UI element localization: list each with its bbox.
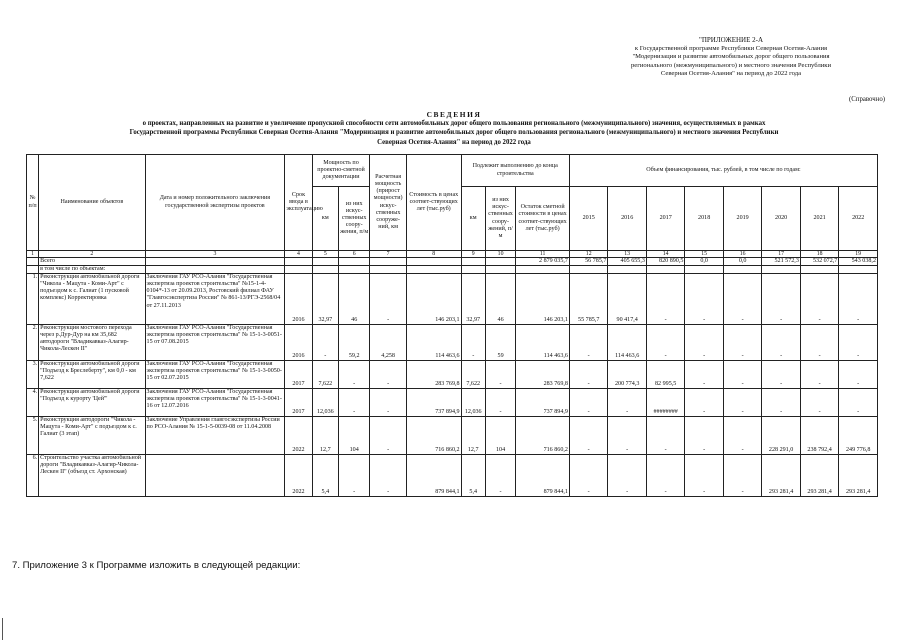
length-km: 5,4 [312, 455, 338, 497]
row-number: 3. [27, 361, 39, 389]
total-year-value: 0,0 [723, 258, 761, 266]
expertise-conclusion: Заключения ГАУ РСО-Алания "Государственная экспертиза проектов строительства" № 15-1-3-0050-15 от 02.07.2015 [145, 361, 285, 389]
column-number: 6 [338, 251, 369, 258]
expertise-conclusion: Заключение Управления главгосэкспертизы России по РСО-Алания № 15-1-5-0039-08 от 11.04.2008 [145, 417, 285, 455]
year-financing-value: 114 463,6 [608, 325, 646, 361]
header-year: 2019 [723, 187, 761, 251]
year-financing-value: - [569, 361, 607, 389]
year-financing-value: - [723, 325, 761, 361]
year-financing-value: - [569, 455, 607, 497]
object-name: Реконструкция автомобильной дороги "Чикола - Мацута - Коми-Арт" с подъездом к с. Галиат (1 пусковой комплекс) Корректировка [39, 274, 145, 325]
estimated-cost: 879 844,1 [406, 455, 461, 497]
remaining-km: 7,622 [461, 361, 485, 389]
header-remaining-cost: Остаток сметной стоимости в ценах соответ-ствующих лет (тыс.руб) [516, 187, 570, 251]
remaining-cost: 716 860,2 [516, 417, 570, 455]
appendix-title: "ПРИЛОЖЕНИЕ 2-А [698, 36, 764, 44]
year-financing-value: - [800, 389, 838, 417]
header-artificial-remaining: из них искус-ственных соору-жений, п/м [485, 187, 515, 251]
table-row [27, 389, 878, 417]
total-label: Всего [39, 258, 145, 266]
calculated-capacity: - [370, 417, 406, 455]
remaining-cost: 879 844,1 [516, 455, 570, 497]
commissioning-year: 2017 [285, 361, 312, 389]
header-name: Наименование объектов [39, 155, 145, 251]
column-number: 10 [485, 251, 515, 258]
estimated-cost: 146 203,1 [406, 274, 461, 325]
estimated-cost: 114 463,6 [406, 325, 461, 361]
column-number: 18 [800, 251, 838, 258]
calculated-capacity: - [370, 274, 406, 325]
heading-line: о проектах, направленных на развитие и увеличение пропускной способности сети автомобильных дорог общего пользования регионального (межмуниципального) значения, осуществляемых в рамках [142, 120, 766, 128]
artificial-structures: 104 [338, 417, 369, 455]
column-number: 9 [461, 251, 485, 258]
year-financing-value: - [723, 389, 761, 417]
calculated-capacity: - [370, 455, 406, 497]
remaining-km: - [461, 325, 485, 361]
remaining-artificial-structures: - [485, 455, 515, 497]
expertise-conclusion: Заключения ГАУ РСО-Алания "Государственная экспертиза проектов строительства" № 15-1-3-0051-15 от 07.08.2015 [145, 325, 285, 361]
artificial-structures: - [338, 361, 369, 389]
year-financing-value: - [723, 274, 761, 325]
year-financing-value: - [839, 389, 878, 417]
header-year: 2021 [800, 187, 838, 251]
year-financing-value: 82 995,5 [646, 361, 684, 389]
object-name: Реконструкция мостового перехода через р.Дур-Дур на км 35,682 автодороги "Владикавказ-Алагир-Чикола-Лескен II" [39, 325, 145, 361]
column-number: 14 [646, 251, 684, 258]
year-financing-value: 293 281,4 [839, 455, 878, 497]
calculated-capacity: - [370, 389, 406, 417]
year-financing-value: - [762, 361, 800, 389]
header-year: 2016 [608, 187, 646, 251]
column-number: 3 [145, 251, 285, 258]
header-year: 2015 [569, 187, 607, 251]
margin-line [2, 618, 3, 640]
artificial-structures: 59,2 [338, 325, 369, 361]
remaining-cost: 283 769,8 [516, 361, 570, 389]
length-km: 7,622 [312, 361, 338, 389]
remaining-artificial-structures: 59 [485, 325, 515, 361]
header-remaining: Подлежит выполнению до конца строительства [461, 155, 569, 187]
table-row [27, 455, 878, 497]
calculated-capacity: - [370, 361, 406, 389]
year-financing-value: - [762, 389, 800, 417]
table-row [27, 325, 878, 361]
header-expertise: Дата и номер положительного заключения государственной экспертизы проектов [145, 155, 285, 251]
year-financing-value: 55 785,7 [569, 274, 607, 325]
year-financing-value: - [723, 455, 761, 497]
row-number: 5. [27, 417, 39, 455]
year-financing-value: - [800, 325, 838, 361]
remaining-cost: 114 463,6 [516, 325, 570, 361]
length-km: 12,036 [312, 389, 338, 417]
footer-text: 7. Приложение 3 к Программе изложить в следующей редакции: [12, 560, 301, 571]
appendix-line: Северная Осетия-Алания" на период до 2022 года [660, 70, 802, 78]
header-year: 2017 [646, 187, 684, 251]
length-km: 12,7 [312, 417, 338, 455]
row-number: 4. [27, 389, 39, 417]
year-financing-value: - [646, 455, 684, 497]
total-year-value: 532 072,7 [800, 258, 838, 266]
total-row [27, 258, 878, 266]
estimated-cost: 716 860,2 [406, 417, 461, 455]
year-financing-value: 249 776,8 [839, 417, 878, 455]
total-year-value: 820 890,5 [646, 258, 684, 266]
year-financing-value: - [762, 325, 800, 361]
remaining-km: 32,97 [461, 274, 485, 325]
including-label: в том числе по объектам: [39, 266, 145, 274]
year-financing-value: - [685, 389, 723, 417]
expertise-conclusion: Заключения ГАУ РСО-Алания "Государственная экспертиза проектов строительства" №15-1-4-0104*-13 от 20.09.2013, Ростовский филиал ФАУ "Главгосэкспертиза России" № 861-13/РГЭ-2568/04 от 27.11.2013 [145, 274, 285, 325]
reference-note: (Справочно) [849, 96, 885, 103]
remaining-cost: 146 203,1 [516, 274, 570, 325]
commissioning-year: 2017 [285, 389, 312, 417]
year-financing-value: - [569, 389, 607, 417]
year-financing-value: 238 792,4 [800, 417, 838, 455]
projects-table [26, 154, 878, 497]
expertise-conclusion [145, 455, 285, 497]
remaining-km: 5,4 [461, 455, 485, 497]
including-row [27, 266, 878, 274]
header-year: 2018 [685, 187, 723, 251]
remaining-cost: 737 894,9 [516, 389, 570, 417]
year-financing-value: - [646, 325, 684, 361]
commissioning-year: 2016 [285, 274, 312, 325]
remaining-km: 12,036 [461, 389, 485, 417]
year-financing-value: - [685, 455, 723, 497]
length-km: 32,97 [312, 274, 338, 325]
column-number: 1 [27, 251, 39, 258]
heading-line: Северная Осетия-Алания" на период до 2022 года [377, 138, 531, 146]
object-name: Реконструкция автодороги "Чикола - Мацута - Коми-Арт" с подъездом к с. Галиат (3 этап) [39, 417, 145, 455]
header-num: № п/п [27, 155, 39, 251]
header-capacity-psd: Мощность по проектно-сметной документации [312, 155, 370, 187]
total-year-value: 405 655,3 [608, 258, 646, 266]
calculated-capacity: 4,258 [370, 325, 406, 361]
row-number: 6. [27, 455, 39, 497]
year-financing-value: - [762, 274, 800, 325]
header-calc-capacity: Расчетная мощность (прирост мощности) искус-ственных сооруже-ний, км [370, 155, 406, 251]
year-financing-value: - [685, 325, 723, 361]
year-financing-value: 200 774,3 [608, 361, 646, 389]
remaining-km: 12,7 [461, 417, 485, 455]
header-year: 2022 [839, 187, 878, 251]
expertise-conclusion: Заключения ГАУ РСО-Алания "Государственная экспертиза проектов строительства" № 15-1-3-0041-16 от 12.07.2016 [145, 389, 285, 417]
header-term: Срок ввода в эксплуатацию [285, 155, 312, 251]
column-number: 15 [685, 251, 723, 258]
heading-line: Государственной программы Республики Северная Осетия-Алания "Модернизация и развитие автомобильных дорог общего пользования регионального (межмуниципального) и местного значения Республики [129, 129, 779, 137]
total-year-value: 521 572,3 [762, 258, 800, 266]
header-artificial: из них искус-ственных соору-жения, п/м [338, 187, 369, 251]
year-financing-value: - [839, 361, 878, 389]
commissioning-year: 2022 [285, 455, 312, 497]
artificial-structures: - [338, 389, 369, 417]
column-number: 7 [370, 251, 406, 258]
object-name: Реконструкция автомобильной дороги "Подъезд к Бреслеберту", км 0,0 - км 7,622 [39, 361, 145, 389]
remaining-artificial-structures: 104 [485, 417, 515, 455]
document-title: СВЕДЕНИЯ [426, 110, 482, 119]
appendix-line: к Государственной программе Республики Северная Осетия-Алания [634, 44, 828, 52]
row-number: 2. [27, 325, 39, 361]
object-name: Реконструкция автомобильной дороги "Подъезд к курорту 'Цей'" [39, 389, 145, 417]
estimated-cost: 283 769,8 [406, 361, 461, 389]
commissioning-year: 2016 [285, 325, 312, 361]
column-number: 4 [285, 251, 312, 258]
header-financing: Объем финансирования, тыс. рублей, в том числе по годам: [569, 155, 877, 187]
year-financing-value: - [685, 274, 723, 325]
column-number-row [27, 251, 878, 258]
total-year-value: 543 038,2 [839, 258, 878, 266]
appendix-line: регионального (межмуниципального) и местного значения Республики [630, 61, 832, 69]
artificial-structures: - [338, 455, 369, 497]
remaining-artificial-structures: - [485, 389, 515, 417]
year-financing-value: 293 281,4 [762, 455, 800, 497]
year-financing-value: 293 281,4 [800, 455, 838, 497]
year-financing-value: - [685, 361, 723, 389]
year-financing-value: - [723, 361, 761, 389]
column-number: 16 [723, 251, 761, 258]
year-financing-value: - [839, 325, 878, 361]
object-name: Строительство участка автомобильной дороги "Владикавказ-Алагир-Чикола-Лескен II" (объезд ст. Архонская) [39, 455, 145, 497]
estimated-cost: 737 894,9 [406, 389, 461, 417]
appendix-header [581, 36, 881, 79]
appendix-line: "Модернизация и развитие автомобильных дорог общего пользования [632, 53, 830, 61]
year-financing-value: - [608, 455, 646, 497]
column-number: 5 [312, 251, 338, 258]
year-financing-value: - [646, 417, 684, 455]
total-year-value: 0,0 [685, 258, 723, 266]
column-number: 17 [762, 251, 800, 258]
year-financing-value: ######## [646, 389, 684, 417]
commissioning-year: 2022 [285, 417, 312, 455]
project-rows [27, 274, 878, 497]
year-financing-value: - [646, 274, 684, 325]
year-financing-value: - [608, 417, 646, 455]
header-year: 2020 [762, 187, 800, 251]
year-financing-value: - [800, 274, 838, 325]
year-financing-value: - [569, 417, 607, 455]
year-financing-value: - [839, 274, 878, 325]
table-row [27, 274, 878, 325]
column-number: 19 [839, 251, 878, 258]
table-row [27, 361, 878, 389]
column-number: 2 [39, 251, 145, 258]
header-cost: Стоимость в ценах соответ-ствующих лет (тыс.руб) [406, 155, 461, 251]
column-number: 11 [516, 251, 570, 258]
artificial-structures: 46 [338, 274, 369, 325]
remaining-artificial-structures: 46 [485, 274, 515, 325]
length-km: - [312, 325, 338, 361]
column-number: 12 [569, 251, 607, 258]
year-financing-value: 228 291,0 [762, 417, 800, 455]
year-financing-value: - [569, 325, 607, 361]
year-financing-value: - [608, 389, 646, 417]
header-km: км [312, 187, 338, 251]
document-heading [24, 110, 884, 147]
year-financing-value: 90 417,4 [608, 274, 646, 325]
year-financing-value: - [685, 417, 723, 455]
column-number: 13 [608, 251, 646, 258]
total-remaining-cost: 2 879 035,7 [516, 258, 570, 266]
remaining-artificial-structures: - [485, 361, 515, 389]
year-financing-value: - [800, 361, 838, 389]
table-row [27, 417, 878, 455]
column-number: 8 [406, 251, 461, 258]
year-financing-value: - [723, 417, 761, 455]
header-km-remaining: км [461, 187, 485, 251]
row-number: 1. [27, 274, 39, 325]
total-year-value: 56 785,7 [569, 258, 607, 266]
